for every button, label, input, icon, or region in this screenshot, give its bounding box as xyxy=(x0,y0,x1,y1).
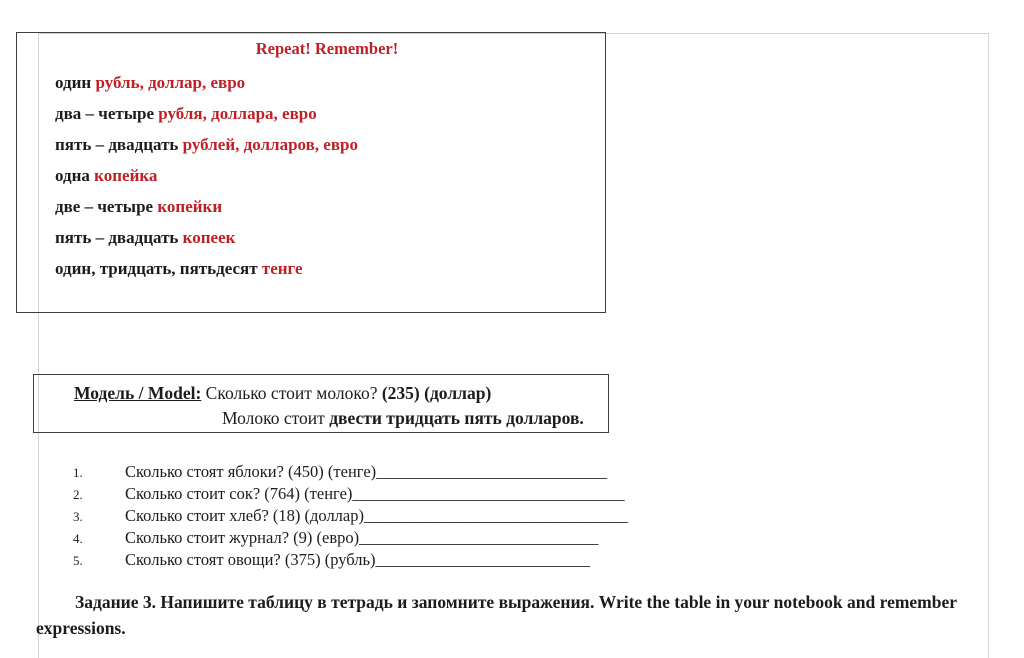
vocab-line xyxy=(55,129,599,160)
answer-blank-line: __________________________ xyxy=(375,550,591,569)
vocab-line-red: рубля, доллара, евро xyxy=(158,104,317,123)
vocab-line-red: копеек xyxy=(182,228,236,247)
model-label: Модель / Model: xyxy=(74,383,202,403)
model-question-numbers: (235) (доллар) xyxy=(381,383,492,403)
exercise-item-number: 3. xyxy=(73,509,83,524)
vocab-line-red: рублей, долларов, евро xyxy=(182,135,358,154)
exercise-item xyxy=(73,549,628,571)
vocab-line-black: один, тридцать, пятьдесят xyxy=(55,259,262,278)
exercise-item-question: Сколько стоят яблоки? (450) (тенге) xyxy=(125,462,377,481)
vocab-line-black: пять – двадцать xyxy=(55,228,183,247)
vocab-line xyxy=(55,160,599,191)
model-box xyxy=(33,374,609,433)
repeat-remember-box xyxy=(16,32,606,313)
exercise-item xyxy=(73,527,628,549)
model-answer-bold: двести тридцать пять долларов. xyxy=(329,408,584,428)
task3-instruction xyxy=(36,589,988,641)
vocab-line xyxy=(55,253,599,284)
vocab-line xyxy=(55,67,599,98)
vocab-line-black: две – четыре xyxy=(55,197,158,216)
task3-instruction-line2: expressions. xyxy=(36,618,126,638)
exercise-item-question: Сколько стоит сок? (764) (тенге) xyxy=(125,484,353,503)
model-question-text: Сколько стоит молоко? xyxy=(201,383,382,403)
exercise-item-question: Сколько стоит хлеб? (18) (доллар) xyxy=(125,506,364,525)
exercise-item-number: 5. xyxy=(73,553,83,568)
vocab-line-black: один xyxy=(55,73,96,92)
model-example-question xyxy=(34,381,608,406)
exercise-item xyxy=(73,483,628,505)
answer-blank-line: ________________________________ xyxy=(363,506,628,525)
answer-blank-line: _____________________________ xyxy=(359,528,599,547)
vocab-line xyxy=(55,98,599,129)
vocab-line-red: рубль, доллар, евро xyxy=(95,73,246,92)
vocab-line-black: пять – двадцать xyxy=(55,135,183,154)
model-example-answer xyxy=(34,406,608,431)
repeat-box-title: Repeat! Remember! xyxy=(255,39,399,58)
vocab-line-black: два – четыре xyxy=(55,104,159,123)
vocab-line-red: копейка xyxy=(94,166,158,185)
exercise-list xyxy=(73,461,628,571)
vocab-line-red: тенге xyxy=(261,259,303,278)
exercise-item xyxy=(73,505,628,527)
vocab-line-black: одна xyxy=(55,166,95,185)
exercise-item-number: 2. xyxy=(73,487,83,502)
exercise-item xyxy=(73,461,628,483)
vocab-line-red: копейки xyxy=(157,197,223,216)
model-answer-plain: Молоко стоит xyxy=(222,408,330,428)
vocab-line xyxy=(55,222,599,253)
exercise-item-question: Сколько стоят овощи? (375) (рубль) xyxy=(125,550,376,569)
exercise-item-number: 4. xyxy=(73,531,83,546)
answer-blank-line: _________________________________ xyxy=(352,484,625,503)
task3-instruction-line1: Задание 3. Напишите таблицу в тетрадь и запомните выражения. Write the table in your notebook and remember xyxy=(75,592,958,612)
vocab-line xyxy=(55,191,599,222)
exercise-item-number: 1. xyxy=(73,465,83,480)
answer-blank-line: ____________________________ xyxy=(376,462,608,481)
exercise-item-question: Сколько стоит журнал? (9) (евро) xyxy=(125,528,360,547)
